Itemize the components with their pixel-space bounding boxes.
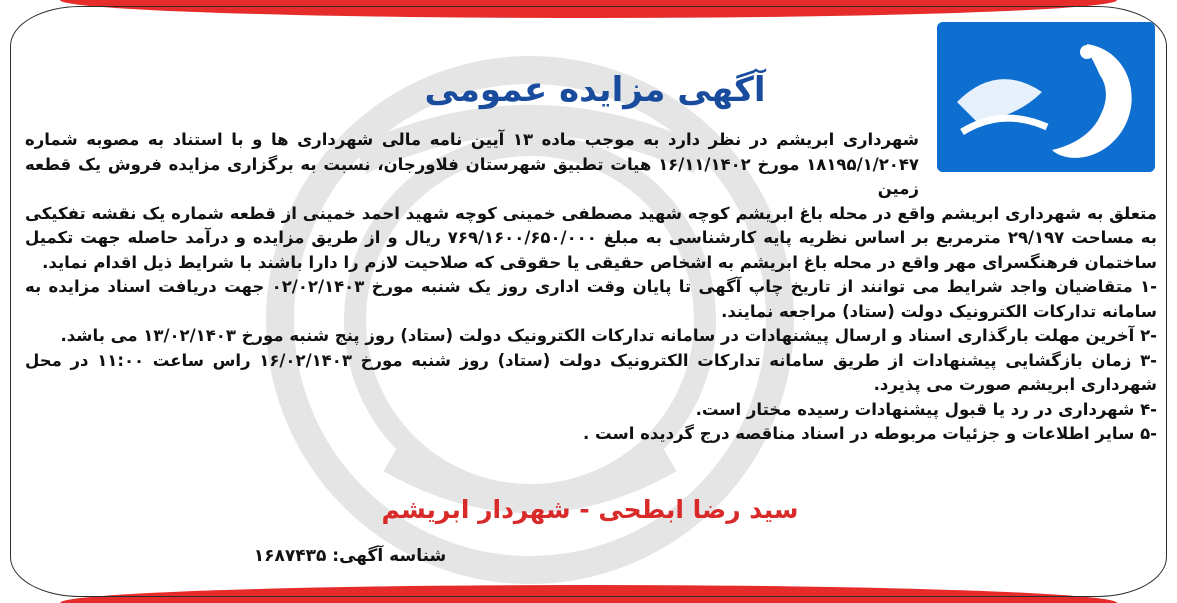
intro-paragraph-part-2: متعلق به شهرداری ابریشم واقع در محله باغ ابریشم کوچه شهید مصطفی خمینی کوچه شهید احمد خمینی از قطعه شماره یک نقشه تفکیکی به مساحت ۲۹/۱۹۷ مترمربع بر اساس نظریه پایه کارشناسی به مبلغ ۷۶۹/۱۶۰۰/۶۵۰/۰۰۰ ریال و از طریق مزایده و درآمد حاصله جهت تکمیل ساختمان فرهنگسرای مهر واقع در محله باغ ابریشم به اشخاص حقیقی یا حقوقی که صلاحیت لازم را دارا باشند با شرایط ذیل اقدام نماید. (25, 203, 1157, 272)
notice-body (25, 128, 1157, 447)
condition-item-2: -۲ آخرین مهلت بارگذاری اسناد و ارسال پیشنهادات در سامانه تدارکات الکترونیک دولت (ستاد) روز پنج شنبه مورخ ۱۳/۰۲/۱۴۰۳ می باشد. (60, 326, 1157, 345)
notice-title: آگهی مزایده عمومی (424, 70, 766, 110)
condition-item-5: -۵ سایر اطلاعات و جزئیات مربوطه در اسناد مناقصه درج گردیده است . (583, 424, 1157, 443)
condition-item-3: -۳ زمان بازگشایی پیشنهادات از طریق سامانه تدارکات الکترونیک دولت (ستاد) روز شنبه مورخ ۱۶/۰۲/۱۴۰۳ راس ساعت ۱۱:۰۰ در محل شهرداری ابریشم صورت می پذیرد. (25, 350, 1157, 394)
condition-item-4: -۴ شهرداری در رد یا قبول پیشنهادات رسیده مختار است. (695, 399, 1157, 419)
signature-line: سید رضا ابطحی - شهردار ابریشم (381, 495, 799, 524)
intro-paragraph-part-1: شهرداری ابریشم در نظر دارد به موجب ماده ۱۳ آیین نامه مالی شهرداری ها و با استناد به مصوبه شماره ۱۸۱۹۵/۱/۲۰۴۷ مورخ ۱۶/۱۱/۱۴۰۲ هیات تطبیق شهرستان فلاورجان، نسبت به برگزاری مزایده فروش یک قطعه زمین (25, 130, 919, 198)
condition-item-1: -۱ متقاضیان واجد شرایط می توانند از تاریخ چاپ آگهی تا پایان وقت اداری روز یک شنبه مورخ ۰۲/۰۲/۱۴۰۳ جهت دریافت اسناد مزایده به سامانه تدارکات الکترونیک دولت (ستاد) مراجعه نمایند. (25, 277, 1158, 321)
ad-identifier: شناسه آگهی: ۱۶۸۷۴۳۵ (253, 546, 447, 566)
